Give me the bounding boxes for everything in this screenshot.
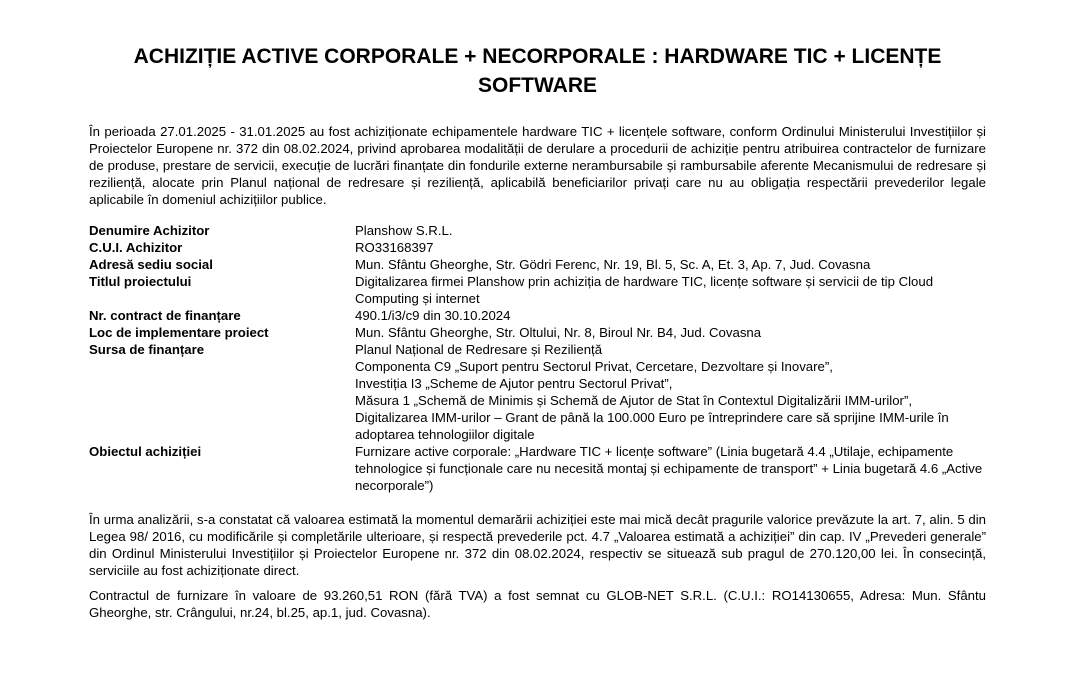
detail-value	[355, 307, 986, 324]
detail-row-implementation-place	[89, 324, 986, 341]
detail-label: Denumire Achizitor	[89, 223, 210, 238]
detail-value-line: Investiția I3 „Scheme de Ajutor pentru Sectorul Privat”,	[355, 376, 673, 391]
detail-value-line: 490.1/i3/c9 din 30.10.2024	[355, 308, 511, 323]
intro-paragraph: În perioada 27.01.2025 - 31.01.2025 au fost achiziționate echipamentele hardware TIC + licențele software, conform Ordinului Ministerului Investițiilor și Proiectelor Europene nr. 372 din 08.02.2024, privind aprobarea modalității de derulare a procedurii de achiziție pentru atribuirea contractelor de furnizare de produse, prestare de servicii, execuție de lucrări finanțate din fondurile externe nerambursabile și rambursabile aferente Mecanismului de redresare și reziliență, alocate prin Planul național de redresare și reziliență, aplicabilă beneficiarilor privați care nu au obligația respectării prevederilor legale aplicabile în domeniul achizițiilor publice.	[89, 124, 986, 207]
document-page	[89, 42, 986, 621]
contract-paragraph: Contractul de furnizare în valoare de 93.260,51 RON (fără TVA) a fost semnat cu GLOB-NET S.R.L. (C.U.I.: RO14130655, Adresa: Mun. Sfântu Gheorghe, str. Crângului, nr.24, bl.25, ap.1, jud. Covasna).	[89, 588, 986, 620]
detail-value-line: Digitalizarea firmei Planshow prin achiziția de hardware TIC, licențe software și servicii de tip Cloud Computing și internet	[355, 274, 934, 306]
detail-value-line: Digitalizarea IMM-urilor – Grant de până la 100.000 Euro pe întreprindere care să sprijine IMM-urile în adoptarea tehnologiilor digitale	[355, 410, 949, 442]
detail-row-contract-number	[89, 307, 986, 324]
detail-value-line: Planshow S.R.L.	[355, 223, 453, 238]
detail-value-line: Măsura 1 „Schemă de Minimis și Schemă de Ajutor de Stat în Contextul Digitalizării IMM-urilor”,	[355, 393, 913, 408]
detail-row-project-title	[89, 273, 986, 307]
detail-value-line: Furnizare active corporale: „Hardware TIC + licențe software” (Linia bugetară 4.4 „Utilaje, echipamente tehnologice și funcționale care nu necesită montaj și echipamente de transport” + Linia bugetară 4.6 „Active necorporale”)	[355, 444, 983, 493]
detail-row-acquirer-name	[89, 222, 986, 239]
detail-label: Adresă sediu social	[89, 257, 213, 272]
detail-value	[355, 256, 986, 273]
detail-value	[355, 273, 986, 307]
detail-value	[355, 222, 986, 239]
detail-value-line: Mun. Sfântu Gheorghe, Str. Gödri Ferenc, Nr. 19, Bl. 5, Sc. A, Et. 3, Ap. 7, Jud. Covasna	[355, 257, 871, 272]
detail-value	[355, 341, 986, 443]
page-title: ACHIZIȚIE ACTIVE CORPORALE + NECORPORALE : HARDWARE TIC + LICENȚE SOFTWARE	[133, 45, 942, 97]
detail-row-registered-address	[89, 256, 986, 273]
detail-value	[355, 324, 986, 341]
detail-value-line: Mun. Sfântu Gheorghe, Str. Oltului, Nr. 8, Biroul Nr. B4, Jud. Covasna	[355, 325, 762, 340]
detail-row-acquisition-object	[89, 443, 986, 494]
detail-label: Obiectul achiziției	[89, 444, 202, 459]
detail-label: Nr. contract de finanțare	[89, 308, 241, 323]
detail-value-line: RO33168397	[355, 240, 434, 255]
detail-label: Loc de implementare proiect	[89, 325, 269, 340]
detail-row-funding-source	[89, 341, 986, 443]
details-table	[89, 222, 986, 494]
detail-label: C.U.I. Achizitor	[89, 240, 183, 255]
detail-value	[355, 443, 986, 494]
detail-label: Sursa de finanțare	[89, 342, 205, 357]
detail-value-line: Planul Național de Redresare și Reziliență	[355, 342, 603, 357]
detail-value	[355, 239, 986, 256]
analysis-paragraph: În urma analizării, s-a constatat că valoarea estimată la momentul demarării achiziției este mai mică decât pragurile valorice prevăzute la art. 7, alin. 5 din Legea 98/ 2016, cu modificările și completările ulterioare, și respectă prevederile pct. 4.7 „Valoarea estimată a achiziției” din cap. IV „Prevederi generale” din Ordinul Ministerului Investițiilor și Proiectelor Europene nr. 372 din 08.02.2024, respectiv se situează sub pragul de 270.120,00 lei. În consecință, serviciile au fost achiziționate direct.	[89, 512, 986, 578]
detail-row-acquirer-cui	[89, 239, 986, 256]
detail-label: Titlul proiectului	[89, 274, 192, 289]
detail-value-line: Componenta C9 „Suport pentru Sectorul Privat, Cercetare, Dezvoltare și Inovare”,	[355, 359, 833, 374]
